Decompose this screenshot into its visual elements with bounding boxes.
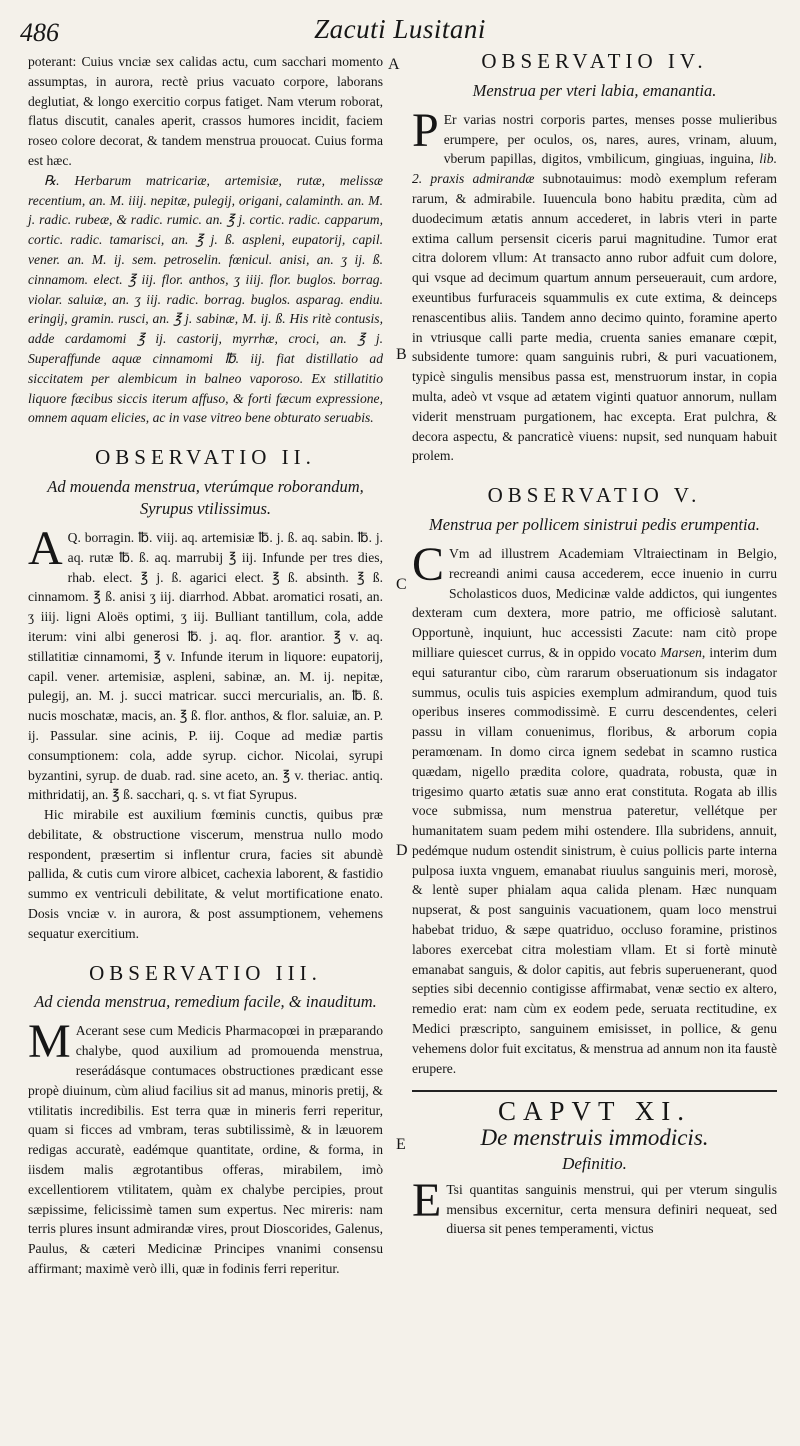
observation-heading: OBSERVATIO III. — [89, 960, 322, 985]
chapter-heading: CAPVT XI. — [497, 1096, 692, 1127]
chapter-title: De menstruis immodicis. — [480, 1125, 709, 1151]
paragraph: Hic mirabile est auxilium fœminis cunctis, quibus præ debilitate, & obstructione viscerum, menstrua nullo modo respondent, præsertim si inflentur crura, facies sit abundè pallida, & cutis cum virore albicet, cachexia laborent, & fastidio summo ex ventriculi debilitate, & velut mortificatione enato. Dosis vnciæ v. in aurora, & post assumptionem, vehemens sequatur exercitium. — [28, 807, 383, 941]
section-label: Definitio. — [562, 1154, 627, 1174]
observation-title: Menstrua per vteri labia, emanantia. — [472, 80, 717, 100]
running-head: Zacuti Lusitani — [314, 14, 486, 44]
observation-title: Ad mouenda menstrua, vterúmque roborandum, Syrupus vtilissimus. — [47, 476, 364, 518]
recipe-text: Q. borragin. ℔. viij. aq. artemisiæ ℔. j. ß. aq. sabin. ℔. j. aq. rutæ ℔. ß. aq. marrubij ℥ iij. Infunde per tres dies, rhab. elect. ℥ j. ß. agarici elect. ℥ ß. absinth. ℥ ß. cinnamom. ℥ ß. anisi ʒ iij. diarrhod. Abbat. aromatici rosati, an. ʒ iiij. ligni Aloës optimi, ʒ iij. Bulliant tantillum, cola, adde iterum: vini albi generosi ℔. j. aq. flor. arantior. ℥ v. aq. stillatitiæ cinnamomi, ℥ v. Infunde iterum in liquore: eupatorij, capil. vener. artemisiæ, aspleni, sabinæ, an. M. ij. nepitæ, pulegij, an. M. j. succi matricar. succi mercurialis, an. ℔. ß. nucis moschatæ, macis, an. ℥ ß. flor. anthos, & flor. saluiæ, an. P. ij. Passular. sine acinis, P. iij. Coque ad mediæ partis consumptionem: cola, adde syrup. cichor. Nicolai, syrupi byzantini, syrup. de duab. rad. sine aceto, an. ℥ v. theriac. antiq. mithridatij, an. ℥ ß. sacchari, q. s. vt fiat Syrupus. — [28, 529, 383, 803]
paragraph-text: , interim dum equi saturantur cibo, cùm rararum obseruationum sis indagator summus, oculis tuis aspicies exemplum admirandum, quod tuis operibus inseres commodissimè. E curru descendentes, celeri passu in villam conuenimus, floribus, & arborum copia peramœnam. In domo circa ignem sedebat in scamno rustica quædam, nigello prædita colore, quadrata, robusta, quæ in trigesimo quarto ætatis suæ anno erat constituta. Rogata ab illis voce submissa, num menstrua pateretur, vellétque per humanitatem suam pedem mihi ostendere. Illa subridens, annuit, pedémque nudum ostendit sinistrum, è cuius pollicis parte interna pulposa iuxta vnguem, emanabat riuulus sanguinis meri, morosè, & lentè super phialam aqua calida plenam. Hæc nunquam nupserat, & post sanguinis vacuationem, quam loco menstrui habebat triduo, & sæpe quatriduo, occluso foramine, pristinos labores exercebat citra molestiam vllam. Et si fortè minutè emanabat sanguis, & dolor capitis, aut febris superuenerant, quod septies sibi decennio contigisse affirmabat, venæ sectio ex altero, remedio erat: nam cùm ex eodem pede, seruata rectitudine, ex Medici præscripto, sanguinem emisisset, in pollice, & genu vehemens dolor fuit excitatus, & menstrua ad annum non ita faustè erupere. — [412, 644, 777, 1076]
paragraph-text: Vm ad illustrem Academiam Vltraiectinam in Belgio, recreandi animi causa accederem, ecce inuenio in curru Scholasticos duos, Medicinæ valde addictos, qui iungentes dexteram cum dextera, more patrio, me officiosè salutant. Opportunè, inquiunt, huc accessisti Zacute: nam citò prope milliare quiescet currus, & in oppido vocato — [412, 545, 777, 660]
margin-letter-d: D — [396, 842, 408, 859]
paragraph — [28, 1015, 383, 1278]
right-column — [412, 49, 777, 1239]
paragraph-text: Tsi quantitas sanguinis menstrui, qui per vterum singulis mensibus excernitur, certa mensura definiri nequeat, sed diuersa sit penes temperamenti, victus — [446, 1181, 777, 1237]
book-reference: lib. 2. praxis admirandæ — [412, 151, 777, 187]
observation-heading: OBSERVATIO IV. — [481, 49, 708, 73]
paragraph-text: Acerant sese cum Medicis Pharmacopœi in præparando chalybe, quod auxilium ad promouenda menstrua, reserádásque contumaces obstructiones prædicant esse propè diuinum, cùm aliud facilius sit ad manus, minoris pretij, & vtilitatis incredibilis. Est terra quæ in mineris ferri reperitur, quam si ficces ad vmbram, teras subtilissimè, & in læuorem redigas accuratè, eadémque quantitate, ordine, & forma, in iisdem malis ægrotantibus offeras, mirabilem, imò excellentiorem vtilitatem, quàm ex chalybe percipies, prout sæpissime, felicissimè tamen sum expertus. Nec mireris: nam terris plures insunt admirandæ vires, prout Dioscorides, Galenus, Paulus, & cæteri Medicinæ Principes vnanimi consensu affirmant; maximè verò illi, quæ in fodinis ferri reperitur. — [28, 1023, 383, 1277]
drop-initial: E — [412, 1173, 442, 1227]
paragraph — [412, 537, 777, 1079]
recipe-paragraph — [28, 521, 383, 805]
margin-letter-e: E — [396, 1136, 406, 1153]
drop-initial: M — [28, 1015, 71, 1069]
observation-title: Ad cienda menstrua, remedium facile, & inauditum. — [34, 992, 377, 1012]
paragraph-text: subnotauimus: modò exemplum referam rarum, & admirabile. Iuuencula bono habitu prædita, cùm ad duodecimum ætatis annum accederet, in labris vteri in parte extima callum persensit ciceris parui magnitudine. Tumor erat citra dolorem vllum: At transacto anno rubor adfuit cum dolore, qui vsque ad decimum quartum annum perseuerauit, cum ardore, exeuntibus furfuraceis squammulis ex cute extima, & deinceps renascentibus aliis. Tandem anno decimo quinto, foramine aperto in vtriusque calli parte media, cruenta sanies emanare cœpit, subsidente tumore: quam sanguinis rubri, & puri vacuationem, typicè singulis mensibus passa est, menstruorum instar, in copia multa, adeò vt vsque ad ætatem viginti quatuor annorum, nullam viderit menstruam purgationem, hac excepta. Erat pulchra, & decora aspectu, & pancraticè viuens: nupsit, sed nunquam habuit prolem. — [412, 171, 777, 464]
place-name: Marsen — [660, 644, 702, 660]
margin-letter-c: C — [396, 576, 407, 593]
paragraph — [412, 103, 777, 466]
paragraph — [412, 1173, 777, 1239]
margin-letter-a: A — [388, 56, 400, 73]
observation-heading: OBSERVATIO V. — [487, 483, 702, 508]
paragraph-text: Er varias nostri corporis partes, menses posse mulieribus erumpere, per oculos, os, nares, aures, vrinam, aluum, vberum papillas, digitos, vmbilicum, gingiuas, inguina, — [443, 111, 777, 167]
observation-title: Menstrua per pollicem sinistrui pedis erumpentia. — [429, 514, 760, 534]
drop-initial: P — [412, 103, 439, 157]
paragraph: poterant: Cuius vnciæ sex calidas actu, cum sacchari momento assumptas, in aurora, rectè prius vacuato corpore, laborans deglutiat, & longo exercitio corpus fatiget. Nam vterum roborat, flatus discutit, canales aperit, crassos humores incidit, faciem roseo colore decorat, & tandem menstrua prouocat. Cuius forma est hæc. — [28, 54, 383, 168]
margin-letter-b: B — [396, 346, 407, 363]
page-number: 486 — [20, 18, 59, 47]
chapter-divider — [412, 1090, 777, 1092]
observation-heading: OBSERVATIO II. — [95, 445, 316, 470]
drop-initial: C — [412, 537, 445, 591]
left-column — [28, 52, 383, 1279]
recipe-paragraph: ℞. Herbarum matricariæ, artemisiæ, rutæ, melissæ recentium, an. M. iiij. nepitæ, pulegij, origani, calaminth. an. M. j. radic. rubeæ, & radic. rumic. an. ℥ j. cortic. radic. capparum, cortic. radic. tamarisci, an. ℥ j. ß. aspleni, eupatorij, capil. vener. an. M. ij. sem. petroselin. fœnicul. anisi, an. ʒ ij. ß. cinnamom. elect. ℥ iij. flor. anthos, ʒ iiij. flor. buglos. borrag. violar. saluiæ, an. ʒ iij. radic. borrag. buglos. asparag. endiu. eringij, gramin. rusci, an. ℥ j. sabinæ, M. ij. ß. His ritè contusis, adde cardamomi ℥ ij. castorij, myrrhæ, croci, an. ℥ j. Superaffunde aquæ cinnamomi ℔. iij. fiat distillatio ad siccitatem per alembicum in balneo vaporoso. Ex stillatitio liquore fæcibus siccis iterum affuso, & forti fæcum expressione, omnem aquam elicies, ac in vase vitreo bene obturato seruabis. — [28, 172, 383, 426]
drop-initial: A — [28, 521, 63, 575]
